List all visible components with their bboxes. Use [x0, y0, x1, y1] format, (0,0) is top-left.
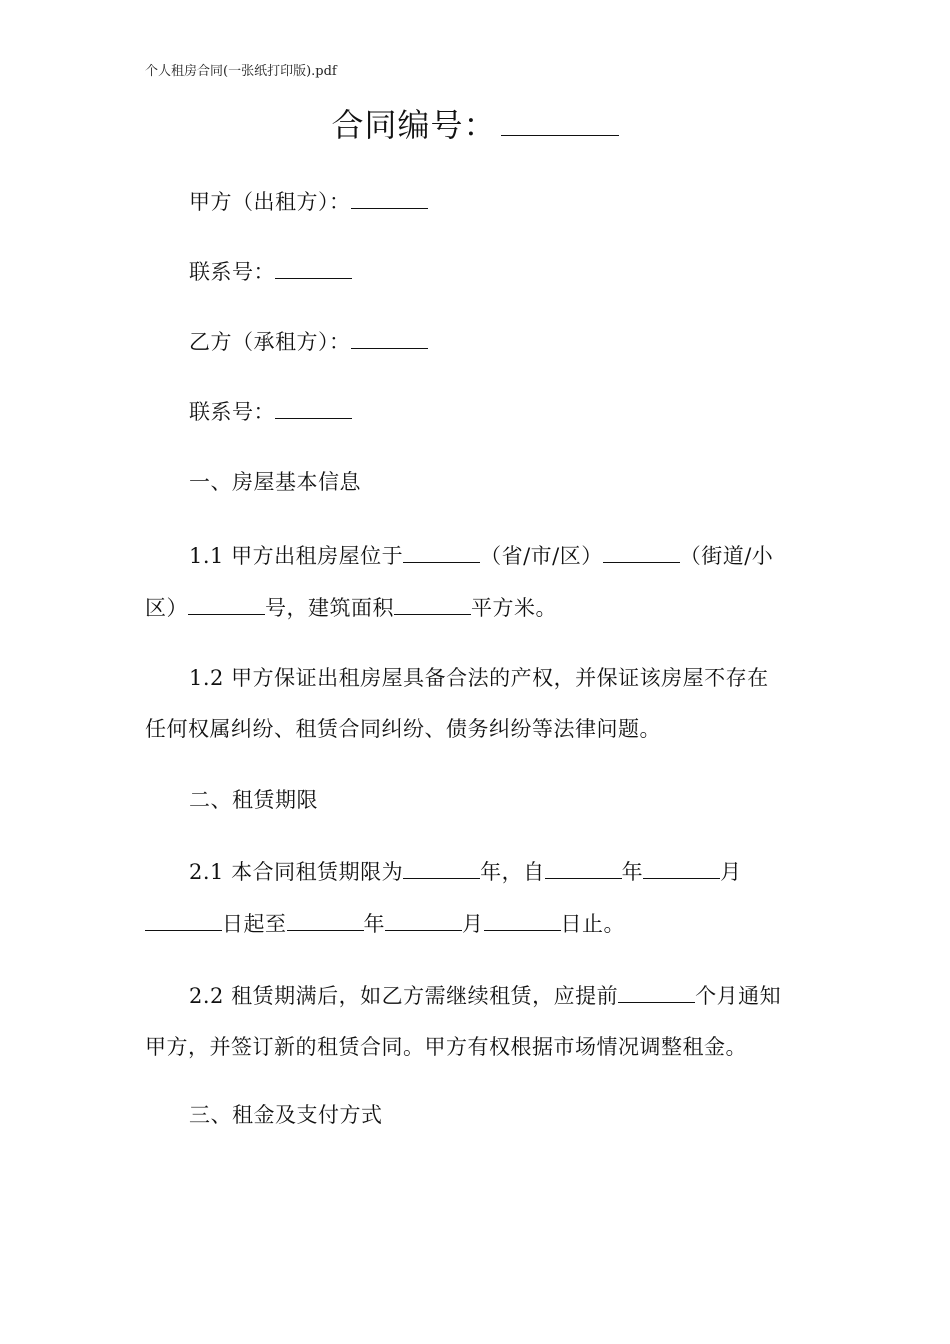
clause-2-1-text-a: 2.1 本合同租赁期限为 [189, 860, 404, 884]
section1-heading: 一、房屋基本信息 [189, 470, 361, 494]
party-a-blank [351, 190, 428, 209]
start-month-blank [643, 860, 720, 879]
party-a-label: 甲方（出租方）： [189, 190, 351, 214]
section3-heading: 三、租金及支付方式 [189, 1103, 383, 1127]
clause-1-1-text-a: 1.1 甲方出租房屋位于 [189, 544, 404, 568]
end-year-blank [287, 912, 364, 931]
clause-2-2-text-a: 2.2 租赁期满后，如乙方需继续租赁，应提前 [189, 984, 619, 1008]
party-b-phone-line [189, 396, 352, 426]
clause-2-1-text-c: 年 [621, 860, 644, 884]
clause-1-2-line2: 任何权属纠纷、租赁合同纠纷、债务纠纷等法律问题。 [145, 717, 661, 741]
section2-heading: 二、租赁期限 [189, 788, 318, 812]
clause-2-1-text-g: 月 [462, 912, 484, 936]
clause-2-1-text-b: 年，自 [480, 860, 545, 884]
clause-2-1-text-d: 月 [720, 860, 742, 884]
party-b-phone-blank [275, 400, 352, 419]
contract-number-label: 合同编号： [331, 106, 497, 144]
notice-months-blank [618, 984, 695, 1003]
clause-2-2-text-b: 个月通知 [695, 984, 782, 1008]
party-b-phone-label: 联系号： [189, 400, 275, 424]
party-a-phone-blank [275, 260, 352, 279]
term-years-blank [403, 860, 480, 879]
clause-2-1-text-f: 年 [363, 912, 385, 936]
contract-number-title [0, 100, 950, 146]
clause-1-1-text-f: 平方米。 [471, 596, 557, 620]
clause-2-2-line1 [189, 980, 781, 1010]
clause-1-1-text-b: （省/市/区） [480, 544, 603, 568]
end-day-blank [484, 912, 561, 931]
clause-1-1-text-c: （街道/小 [679, 544, 774, 568]
province-blank [403, 544, 480, 563]
party-a-line [189, 186, 428, 216]
clause-1-1-line1 [189, 540, 773, 570]
start-year-blank [545, 860, 622, 879]
end-month-blank [385, 912, 462, 931]
start-day-blank [145, 912, 222, 931]
document-filename: 个人租房合同(一张纸打印版).pdf [145, 64, 337, 79]
clause-2-1-text-e: 日起至 [222, 912, 287, 936]
clause-1-1-text-d: 区） [145, 596, 188, 620]
party-b-blank [351, 330, 428, 349]
clause-2-1-text-h: 日止。 [560, 912, 625, 936]
contract-number-blank [501, 107, 619, 136]
clause-1-1-line2 [145, 592, 557, 622]
party-b-label: 乙方（承租方）： [189, 330, 351, 354]
street-blank [603, 544, 680, 563]
number-blank [188, 596, 265, 615]
clause-1-2-line1: 1.2 甲方保证出租房屋具备合法的产权，并保证该房屋不存在 [189, 666, 769, 690]
clause-1-1-text-e: 号，建筑面积 [265, 596, 394, 620]
area-blank [394, 596, 471, 615]
clause-2-2-line2: 甲方，并签订新的租赁合同。甲方有权根据市场情况调整租金。 [145, 1035, 747, 1059]
clause-2-1-line2 [145, 908, 625, 938]
party-b-line [189, 326, 428, 356]
clause-2-1-line1 [189, 856, 742, 886]
party-a-phone-line [189, 256, 352, 286]
party-a-phone-label: 联系号： [189, 260, 275, 284]
